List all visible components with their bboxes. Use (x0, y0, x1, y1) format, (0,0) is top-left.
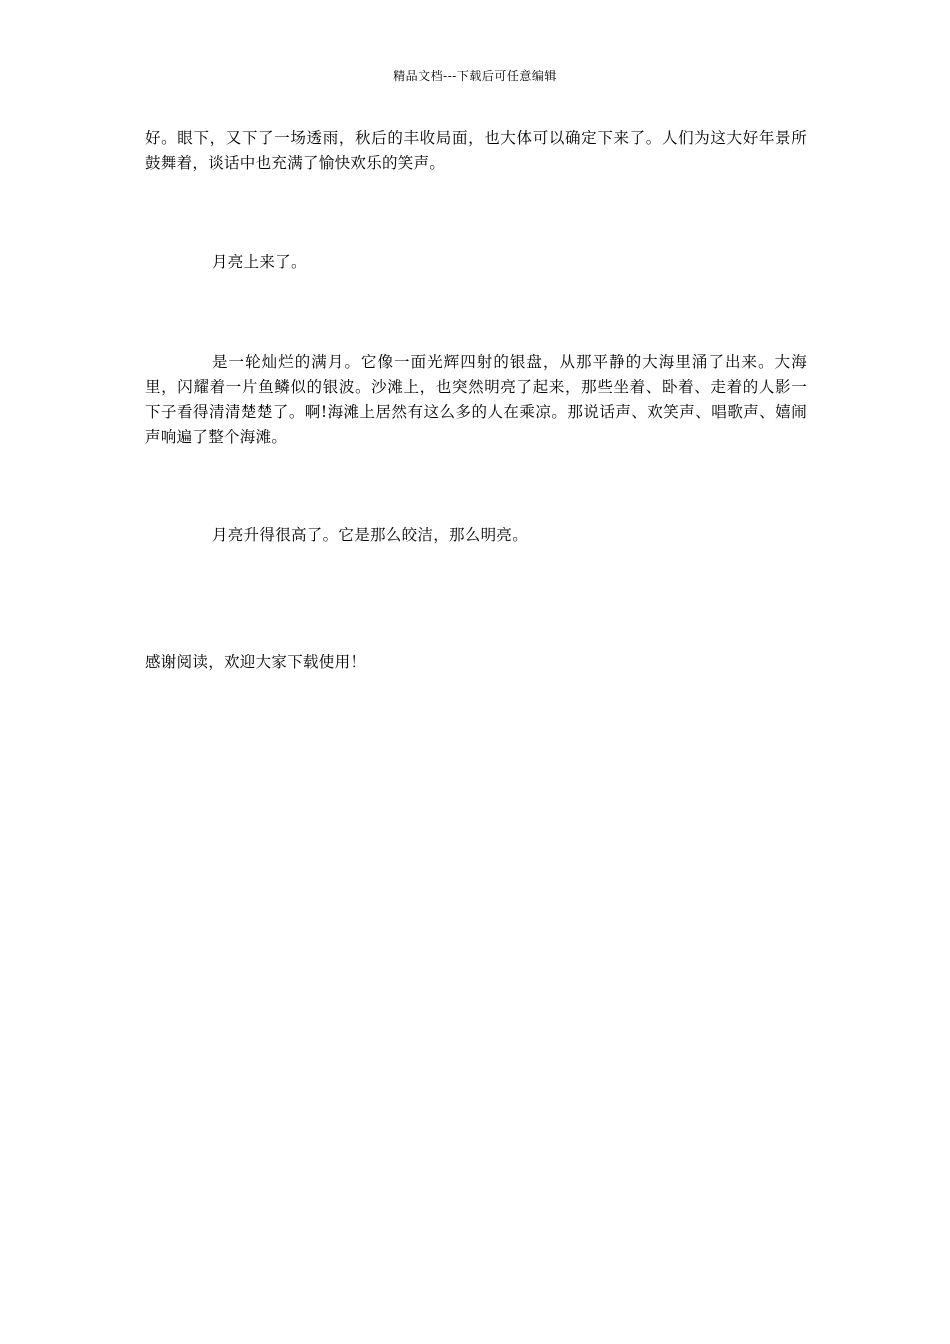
paragraph-full-moon: 是一轮灿烂的满月。它像一面光辉四射的银盘，从那平静的大海里涌了出来。大海里，闪耀着一片鱼鳞似的银波。沙滩上，也突然明亮了起来，那些坐着、卧着、走着的人影一下子看得清清楚楚了。啊!海滩上居然有这么多的人在乘凉。那说话声、欢笑声、唱歌声、嬉闹声响遍了整个海滩。 (145, 353, 807, 446)
paragraph-moon-high: 月亮升得很高了。它是那么皎洁，那么明亮。 (212, 526, 529, 544)
paragraph-moon-rises: 月亮上来了。 (212, 253, 307, 271)
paragraph-continuation: 好。眼下，又下了一场透雨，秋后的丰收局面，也大体可以确定下来了。人们为这大好年景所鼓舞着，谈话中也充满了愉快欢乐的笑声。 (145, 129, 807, 172)
closing-note: 感谢阅读，欢迎大家下载使用！ (145, 653, 367, 671)
page-header: 精品文档---下载后可任意编辑 (393, 69, 557, 83)
